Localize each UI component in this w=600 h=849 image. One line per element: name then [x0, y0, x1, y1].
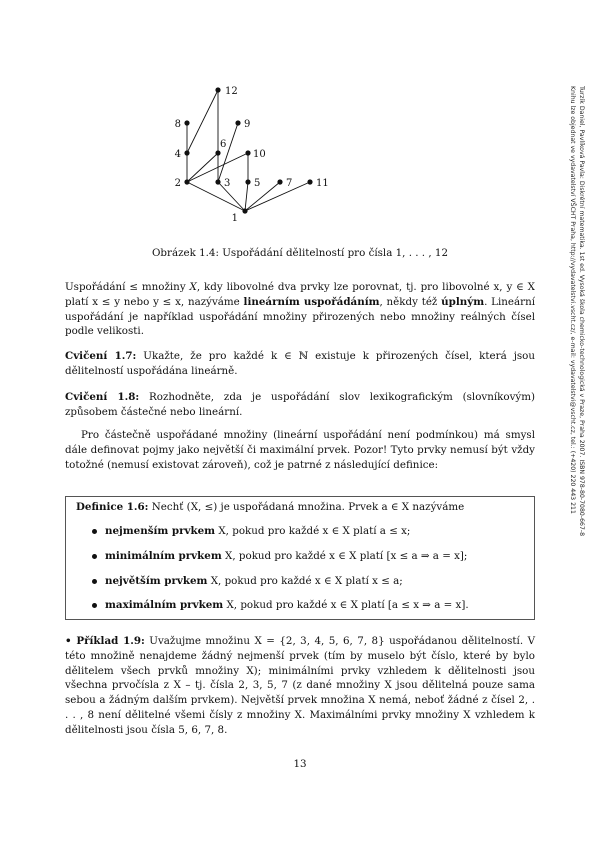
- exercise-text: Rozhodněte, zda je uspořádání slov lexikografickým (slovníkovým) způsobem částečné nebo lineární.: [65, 391, 536, 418]
- bullet-icon: [92, 529, 97, 534]
- sidebar-citation: [564, 86, 586, 626]
- node-label-12: 12: [225, 86, 238, 97]
- definition-term: minimálním prvkem: [105, 550, 222, 562]
- node-11: [307, 179, 312, 184]
- node-label-9: 9: [244, 119, 251, 130]
- node-4: [184, 150, 189, 155]
- bullet-icon: [92, 579, 97, 584]
- edge-1-2: [187, 182, 245, 211]
- example-text: Uvažujme množinu X = {2, 3, 4, 5, 6, 7, 8} uspořádanou dělitelností. V této množině nenajdeme žádný nejmenší prvek (tím by muselo být číslo, které by bylo dělitelem všech prvků množiny X); minimálními prvky vzhledem k dělitelnosti jsou všechna prvočísla z X – tj. čísla 2, 3, 5, 7 (z dané množiny X jsou dělitelná pouze sama sebou a žádným dalším prvkem). Největší prvek množina X nemá, neboť žádné z čísel 2, . . . , 8 není dělitelné všemi čísly z množiny X. Maximálními prvky množiny X vzhledem k dělitelnosti jsou čísla 5, 6, 7, 8.: [65, 635, 535, 736]
- text-run: , někdy též: [379, 295, 442, 308]
- example-label: • Příklad 1.9:: [65, 635, 145, 647]
- node-label-4: 4: [174, 149, 181, 160]
- definition-text: X, pokud pro každé x ∈ X platí x ≤ a;: [207, 575, 403, 587]
- math-var: X: [189, 281, 197, 293]
- edge-4-12: [187, 90, 218, 153]
- exercise-text: Ukažte, že pro každé k ∈ ℕ existuje k přirozených čísel, která jsou dělitelností uspořádána lineárně.: [65, 350, 535, 377]
- node-8: [184, 120, 189, 125]
- example-1-9: [65, 634, 535, 738]
- node-label-11: 11: [316, 178, 329, 189]
- text-run: , kdy libovolné dva prvky lze porovnat, tj. pro libovolné x, y ∈ X platí x ≤ y nebo y ≤ x, nazýváme: [65, 281, 535, 308]
- exercise-1-8: [65, 390, 535, 420]
- node-label-10: 10: [253, 149, 266, 160]
- bullet-icon: [92, 603, 97, 608]
- node-5: [245, 179, 250, 184]
- node-label-2: 2: [174, 178, 181, 189]
- citation-line: Turzík Daniel, Pavlíková Pavla: Diskrétní matematika. 1st ed. Vysoká škola chemicko-technologická v Praze, Praha 2007. ISBN 978-80-7080-667-8: [578, 86, 585, 537]
- node-10: [245, 150, 250, 155]
- definition-item: [92, 525, 410, 537]
- edge-2-6: [187, 153, 218, 182]
- edge-3-9: [218, 123, 238, 182]
- page-number: 13: [293, 758, 307, 770]
- text-run: Uspořádání ≤ množiny: [65, 281, 190, 293]
- node-9: [235, 120, 240, 125]
- paragraph-linear-order: [65, 280, 535, 339]
- node-3: [215, 179, 220, 184]
- definition-item: [92, 575, 403, 587]
- definition-term: největším prvkem: [105, 575, 208, 587]
- node-label-6: 6: [220, 139, 227, 150]
- edge-1-5: [245, 182, 248, 211]
- definition-term: nejmenším prvkem: [105, 525, 216, 537]
- order-info-line: Knihu lze objednat ve vydavatelství VŠCHT Praha, http://vydavatelstvi.vscht.cz/, e-mail: vydavatelstvi@vscht.cz, tel.: (+420) 220 443 211: [569, 86, 576, 514]
- text-run: . Lineární uspořádání je například uspořádání množiny přirozených nebo množiny reálných čísel podle velikosti.: [65, 295, 535, 338]
- hasse-diagram: [150, 78, 350, 228]
- definition-intro: Nechť (X, ≤) je uspořádaná množina. Prvek a ∈ X nazýváme: [148, 501, 465, 513]
- definition-item: [92, 599, 469, 611]
- definition-label: Definice 1.6:: [76, 501, 149, 513]
- node-label-7: 7: [286, 178, 293, 189]
- sidebar-rotated: [568, 86, 586, 626]
- definition-text: X, pokud pro každé x ∈ X platí [a ≤ x ⇒ a = x].: [223, 599, 469, 611]
- node-2: [184, 179, 189, 184]
- figure-caption: Obrázek 1.4: Uspořádání dělitelností pro čísla 1, . . . , 12: [151, 247, 449, 259]
- node-6: [215, 150, 220, 155]
- bullet-icon: [92, 554, 97, 559]
- definition-text: X, pokud pro každé x ∈ X platí a ≤ x;: [215, 525, 411, 537]
- edge-1-7: [245, 182, 280, 211]
- paragraph-partial-orders: Pro částečně uspořádané množiny (lineární uspořádání není podmínkou) má smysl dále definovat pojmy jako největší či maximální prvek. Pozor! Tyto prvky nemusí být vždy totožné (nemusí existovat zároveň), což je patrné z následující definice:: [65, 429, 535, 471]
- node-7: [277, 179, 282, 184]
- definition-item: [92, 550, 467, 562]
- definition-heading: [76, 501, 464, 513]
- edge-2-10: [187, 153, 248, 182]
- node-label-8: 8: [174, 119, 181, 130]
- node-1: [242, 208, 247, 213]
- definition-box: [65, 496, 535, 620]
- diagram-nodes: [175, 86, 329, 224]
- node-label-3: 3: [224, 178, 231, 189]
- term-complete: úplným: [441, 295, 485, 308]
- exercise-label: Cvičení 1.7:: [65, 350, 137, 362]
- node-label-1: 1: [231, 213, 238, 224]
- exercise-label: Cvičení 1.8:: [65, 391, 140, 403]
- term-linear-order: lineárním uspořádáním: [243, 295, 380, 308]
- exercise-1-7: [65, 349, 535, 379]
- definition-term: maximálním prvkem: [105, 599, 224, 611]
- definition-text: X, pokud pro každé x ∈ X platí [x ≤ a ⇒ a = x];: [221, 550, 468, 562]
- node-12: [215, 87, 220, 92]
- edge-1-3: [218, 182, 245, 211]
- node-label-5: 5: [254, 178, 261, 189]
